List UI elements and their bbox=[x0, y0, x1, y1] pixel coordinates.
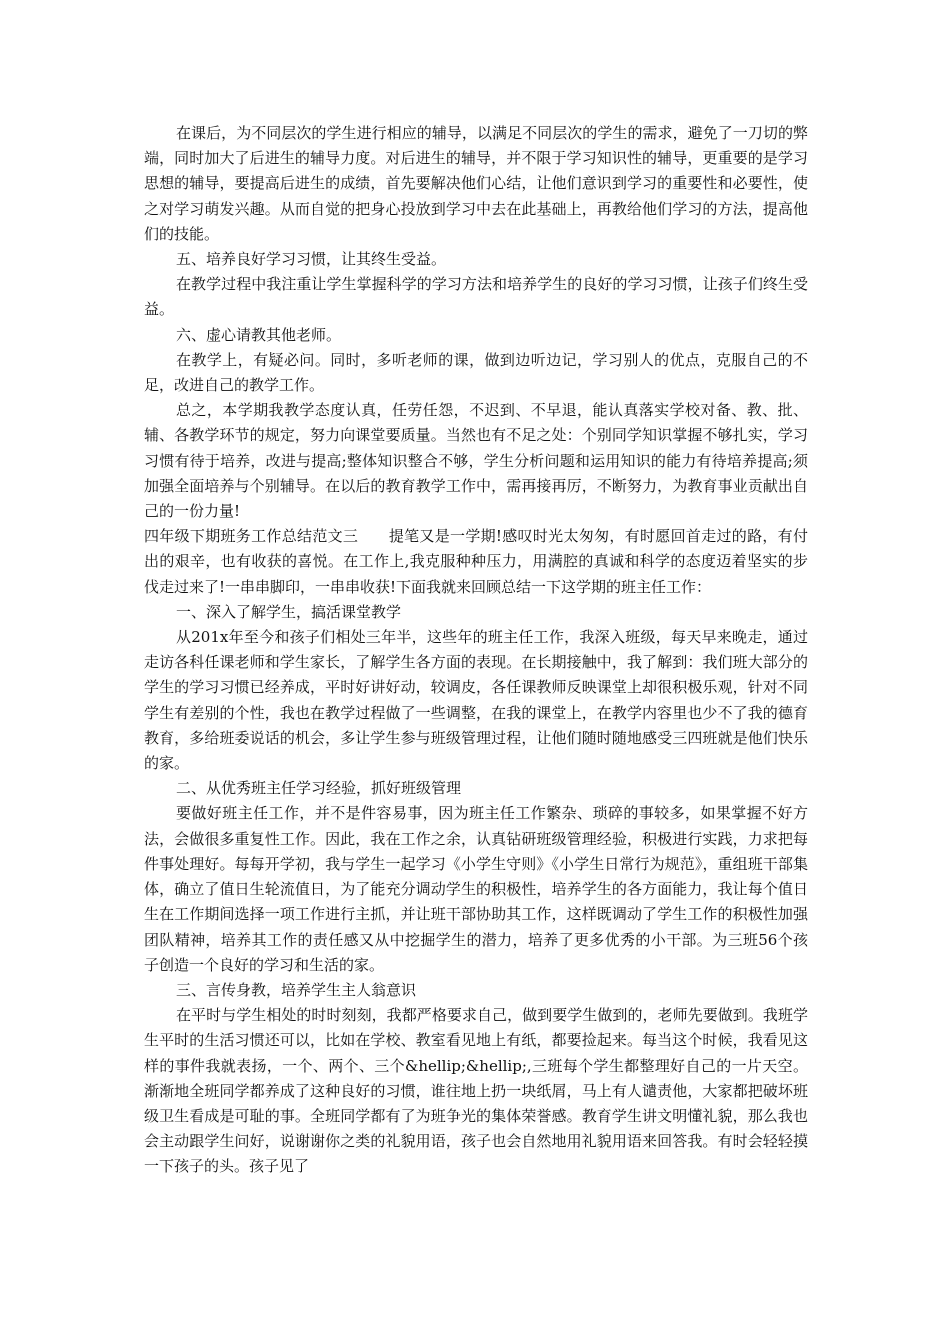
heading-study-habits: 五、培养良好学习习惯，让其终生受益。 bbox=[176, 250, 447, 269]
paragraph-lead-by-example: 在平时与学生相处的时时刻刻，我都严格要求自己，做到要学生做到的，老师先要做到。我班学生平时的生活习惯还可以，比如在学校、教室看见地上有纸，都要捡起来。每当这个时候，我看见这样的事件我就表扬，一个、两个、三个&hellip;&hellip;,三班每个学生都整理好自己的一片天空。渐渐地全班同学都养成了这种良好的习惯，谁往地上扔一块纸屑，马上有人谴责他，大家都把破坏班级卫生看成是可耻的事。全班同学都有了为班争光的集体荣誉感。教育学生讲文明懂礼貌，那么我也会主动跟学生问好，说谢谢你之类的礼貌用语，孩子也会自然地用礼貌用语来回答我。有时会轻轻摸一下孩子的头。孩子见了 bbox=[144, 1006, 808, 1176]
document-body bbox=[144, 121, 808, 1180]
paragraph-tutoring: 在课后，为不同层次的学生进行相应的辅导，以满足不同层次的学生的需求，避免了一刀切的弊端，同时加大了后进生的辅导力度。对后进生的辅导，并不限于学习知识性的辅导，更重要的是学习思想的辅导，要提高后进生的成绩，首先要解决他们心结，让他们意识到学习的重要性和必要性，使之对学习萌发兴趣。从而自觉的把身心投放到学习中去在此基础上，再教给他们学习的方法，提高他们的技能。 bbox=[144, 124, 808, 243]
heading-consult-teachers: 六、虚心请教其他老师。 bbox=[176, 325, 342, 344]
paragraph-understand-students: 从201x年至今和孩子们相处三年半，这些年的班主任工作，我深入班级，每天早来晚走，通过走访各科任课老师和学生家长，了解学生各方面的表现。在长期接触中，我了解到：我们班大部分的学生的学习习惯已经养成，平时好讲好动，较调皮，各任课教师反映课堂上却很积极乐观，针对不同学生有差别的个性，我也在教学过程做了一些调整，在我的课堂上，在教学内容里也少不了我的德育教育，多给班委说话的机会，多让学生参与班级管理过程，让他们随时随地感受三四班就是他们快乐的家。 bbox=[144, 628, 808, 773]
paragraph-study-habits: 在教学过程中我注重让学生掌握科学的学习方法和培养学生的良好的学习习惯，让孩子们终生受益。 bbox=[144, 275, 808, 319]
paragraph-summary: 总之，本学期我教学态度认真，任劳任怨，不迟到、不早退，能认真落实学校对备、教、批、辅、各教学环节的规定，努力向课堂要质量。当然也有不足之处：个别同学知识掌握不够扎实，学习习惯有待于培养，改进与提高;整体知识整合不够，学生分析问题和运用知识的能力有待培养提高;须加强全面培养与个别辅导。在以后的教育教学工作中，需再接再厉，不断努力，为教育事业贡献出自己的一份力量! bbox=[144, 401, 808, 521]
paragraph-sample-three-intro: 四年级下期班务工作总结范文三 提笔又是一学期!感叹时光太匆匆，有时愿回首走过的路，有付出的艰辛，也有收获的喜悦。在工作上,我克服种种压力，用满腔的真诚和科学的态度迈着坚实的步伐走过来了!一串串脚印，一串串收获!下面我就来回顾总结一下这学期的班主任工作： bbox=[144, 527, 808, 596]
paragraph-consult-teachers: 在教学上，有疑必问。同时，多听老师的课，做到边听边记，学习别人的优点，克服自己的不足，改进自己的教学工作。 bbox=[144, 350, 808, 395]
heading-understand-students: 一、深入了解学生，搞活课堂教学 bbox=[176, 602, 402, 621]
paragraph-class-management: 要做好班主任工作，并不是件容易事，因为班主任工作繁杂、琐碎的事较多，如果掌握不好方法，会做很多重复性工作。因此，我在工作之余，认真钻研班级管理经验，积极进行实践，力求把每件事处理好。每每开学初，我与学生一起学习《小学生守则》《小学生日常行为规范》，重组班干部集体，确立了值日生轮流值日，为了能充分调动学生的积极性，培养学生的各方面能力，我让每个值日生在工作期间选择一项工作进行主抓，并让班干部协助其工作，这样既调动了学生工作的积极性加强团队精神，培养其工作的责任感又从中挖掘学生的潜力，培养了更多优秀的小干部。为三班56个孩子创造一个良好的学习和生活的家。 bbox=[144, 804, 808, 974]
heading-lead-by-example: 三、言传身教，培养学生主人翁意识 bbox=[176, 980, 417, 999]
heading-class-management: 二、从优秀班主任学习经验，抓好班级管理 bbox=[176, 779, 462, 798]
